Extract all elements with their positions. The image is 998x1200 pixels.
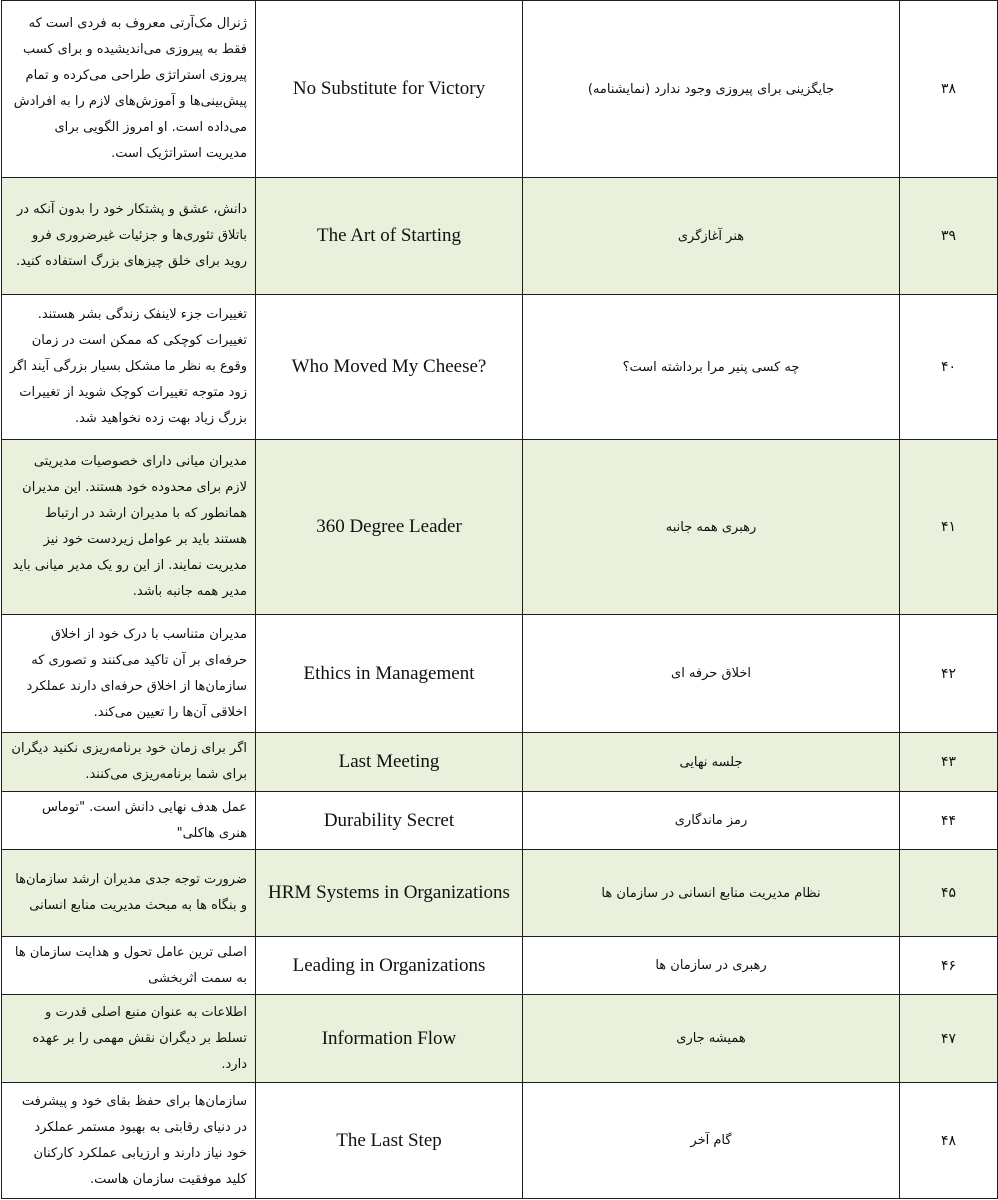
english-title-cell: Durability Secret	[256, 792, 523, 850]
row-number-cell: ۴۴	[900, 792, 998, 850]
row-number-cell: ۳۸	[900, 1, 998, 178]
persian-title-cell: گام آخر	[523, 1083, 900, 1199]
persian-title-cell: چه کسی پنیر مرا برداشته است؟	[523, 295, 900, 440]
english-title-cell: Who Moved My Cheese?	[256, 295, 523, 440]
row-number-cell: ۴۵	[900, 850, 998, 937]
persian-title-cell: هنر آغازگری	[523, 178, 900, 295]
description-cell: دانش، عشق و پشتکار خود را بدون آنکه در باتلاق تئوری‌ها و جزئیات غیرضروری فرو روید برای خلق چیزهای بزرگ استفاده کنید.	[2, 178, 256, 295]
row-number-cell: ۴۶	[900, 937, 998, 995]
persian-title-cell: رهبری همه جانبه	[523, 440, 900, 615]
persian-title-cell: رهبری در سازمان ها	[523, 937, 900, 995]
row-number-cell: ۴۲	[900, 615, 998, 733]
description-cell: اصلی ترین عامل تحول و هدایت سازمان ها به سمت اثربخشی	[2, 937, 256, 995]
english-title-cell: The Art of Starting	[256, 178, 523, 295]
table-row	[2, 995, 998, 1083]
description-cell: عمل هدف نهایی دانش است. "توماس هنری هاکلی"	[2, 792, 256, 850]
english-title-cell: No Substitute for Victory	[256, 1, 523, 178]
persian-title-cell: رمز ماندگاری	[523, 792, 900, 850]
english-title-cell: Leading in Organizations	[256, 937, 523, 995]
table-row	[2, 1083, 998, 1199]
row-number-cell: ۴۱	[900, 440, 998, 615]
description-cell: تغییرات جزء لاینفک زندگی بشر هستند. تغییرات کوچکی که ممکن است در زمان وقوع به نظر ما مشکل بسیار بزرگی آیند اگر زود متوجه تغییرات کوچک شوید از تغییرات بزرگ زیاد بهت زده نخواهید شد.	[2, 295, 256, 440]
film-table	[1, 0, 998, 1199]
table-row	[2, 733, 998, 792]
english-title-cell: Ethics in Management	[256, 615, 523, 733]
row-number-cell: ۴۸	[900, 1083, 998, 1199]
table-row	[2, 937, 998, 995]
persian-title-cell: همیشه جاری	[523, 995, 900, 1083]
description-cell: ضرورت توجه جدی مدیران ارشد سازمان‌ها و بنگاه ها به مبحث مدیریت منابع انسانی	[2, 850, 256, 937]
row-number-cell: ۴۷	[900, 995, 998, 1083]
persian-title-cell: جلسه نهایی	[523, 733, 900, 792]
table-row	[2, 615, 998, 733]
table-row	[2, 1, 998, 178]
english-title-cell: HRM Systems in Organizations	[256, 850, 523, 937]
table-row	[2, 295, 998, 440]
english-title-cell: 360 Degree Leader	[256, 440, 523, 615]
table-row	[2, 440, 998, 615]
row-number-cell: ۴۰	[900, 295, 998, 440]
table-row	[2, 850, 998, 937]
description-cell: اگر برای زمان خود برنامه‌ریزی نکنید دیگران برای شما برنامه‌ریزی می‌کنند.	[2, 733, 256, 792]
persian-title-cell: اخلاق حرفه ای	[523, 615, 900, 733]
row-number-cell: ۳۹	[900, 178, 998, 295]
description-cell: اطلاعات به عنوان منبع اصلی قدرت و تسلط بر دیگران نقش مهمی را بر عهده دارد.	[2, 995, 256, 1083]
persian-title-cell: جایگزینی برای پیروزی وجود ندارد (نمایشنامه)	[523, 1, 900, 178]
description-cell: مدیران میانی دارای خصوصیات مدیریتی لازم برای محدوده خود هستند. این مدیران همانطور که با مدیران ارشد در ارتباط هستند باید بر عوامل زیردست خود نیز مدیریت نمایند. از این رو یک مدیر میانی باید مدیر همه جانبه باشد.	[2, 440, 256, 615]
table-row	[2, 792, 998, 850]
row-number-cell: ۴۳	[900, 733, 998, 792]
english-title-cell: Information Flow	[256, 995, 523, 1083]
description-cell: مدیران متناسب با درک خود از اخلاق حرفه‌ای بر آن تاکید می‌کنند و تصوری که سازمان‌ها از اخلاق حرفه‌ای دارند عملکرد اخلاقی آن‌ها را تعیین می‌کند.	[2, 615, 256, 733]
english-title-cell: Last Meeting	[256, 733, 523, 792]
description-cell: ژنرال مک‌آرتی معروف به فردی است که فقط به پیروزی می‌اندیشیده و برای کسب پیروزی استراتژی طراحی می‌کرده و تمام پیش‌بینی‌ها و آموزش‌های لازم را به افرادش می‌داده است. او امروز الگویی برای مدیریت استراتژیک است.	[2, 1, 256, 178]
table-row	[2, 178, 998, 295]
description-cell: سازمان‌ها برای حفظ بقای خود و پیشرفت در دنیای رقابتی به بهبود مستمر عملکرد خود نیاز دارند و ارزیابی عملکرد کارکنان کلید موفقیت سازمان هاست.	[2, 1083, 256, 1199]
persian-title-cell: نظام مدیریت منابع انسانی در سازمان ها	[523, 850, 900, 937]
english-title-cell: The Last Step	[256, 1083, 523, 1199]
